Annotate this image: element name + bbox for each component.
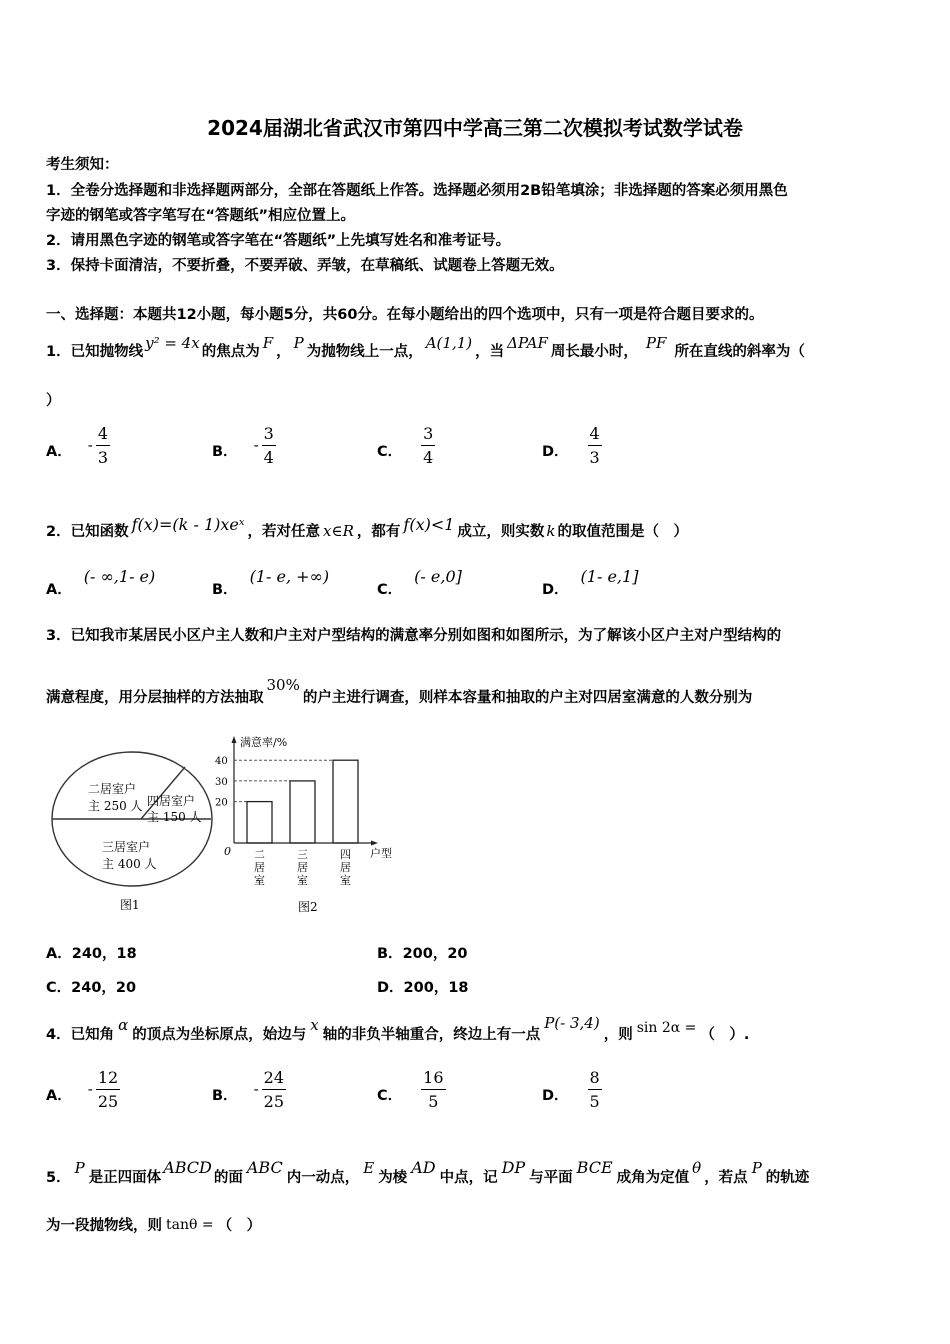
q1-math-f: F [262,334,274,352]
y-tick-label: 40 [215,756,228,768]
question-2-stem [46,515,689,541]
x-axis-label: 户型 [370,847,392,860]
q5-math-tan: tanθ = [166,1217,214,1233]
option-label: A． [46,946,72,962]
option-fraction [421,424,435,467]
option-label: A． [46,582,72,598]
bars-group [215,756,358,887]
bar [247,802,272,843]
q1-text-6: 周长最小时， [550,344,638,360]
question-1-stem [46,334,805,361]
numerator: 3 [421,424,435,446]
q1-text-2: 的焦点为 [201,344,260,360]
denominator: 3 [97,448,108,467]
y-axis-arrow [232,736,237,743]
option-value: 200，18 [403,980,469,996]
option-fraction [588,424,602,467]
numerator: 8 [588,1068,602,1090]
q5-text-0: 5． [46,1170,71,1186]
x-tick-label-char: 居 [340,861,351,874]
q2-text-1: 2．已知函数 [46,524,129,540]
q3-option-a[interactable] [46,942,137,963]
q5-math-theta: θ [692,1159,702,1177]
q1-math-a: A(1,1) [425,334,473,352]
q2-text-5: 的取值范围是（ ） [557,524,689,540]
x-tick-label-char: 居 [297,861,308,874]
notice-line-1: 1．全卷分选择题和非选择题两部分，全部在答题纸上作答。选择题必须用2B铅笔填涂；非选择题的答案必须用黑色 [46,183,788,199]
q1-text-7: 所在直线的斜率为（ [674,344,805,360]
q4-math-x: x [310,1016,319,1034]
q4-option-a[interactable] [46,1068,120,1111]
y-tick-label: 30 [215,776,228,788]
q3-option-c[interactable] [46,976,136,997]
x-tick-label-char: 室 [340,874,351,887]
bar [290,781,315,843]
notice-line-1b: 字迹的钢笔或答字笔写在“答题纸”相应位置上。 [46,208,356,224]
q2-math-domain: x∈R [323,522,354,540]
bar-chart-caption: 图2 [298,900,318,914]
pie-label-4br-line2: 主 150 人 [147,810,202,824]
q5-math-abc: ABC [246,1158,283,1177]
q5-text-1: 是正四面体 [88,1170,162,1186]
option-label: B． [377,946,403,962]
option-value: 200，20 [402,946,468,962]
q5-text-2: 的面 [213,1170,243,1186]
y-axis-label: 满意率/% [240,736,288,749]
q5-text-3: 内一动点， [286,1170,360,1186]
numerator: 16 [421,1068,445,1090]
q3-option-d[interactable] [377,976,469,997]
denominator: 4 [423,448,434,467]
denominator: 5 [589,1092,600,1111]
q4-math-point: P(- 3,4) [544,1014,600,1032]
x-tick-label-char: 居 [254,861,265,874]
pie-chart-figure [50,748,220,918]
option-value: 240，18 [71,946,137,962]
numerator: 12 [96,1068,120,1090]
x-tick-label-char: 二 [254,848,265,861]
notice-heading: 考生须知： [46,157,119,173]
option-label: B． [212,444,238,460]
option-sign: - [253,1080,259,1098]
option-sign: - [253,436,259,454]
q4-math-alpha: α [118,1016,129,1034]
pie-label-3br-line2: 主 400 人 [102,857,157,871]
q5-text-10: 为一段抛物线，则 [46,1218,162,1234]
q5-math-dp: DP [501,1158,526,1177]
x-tick-label-char: 室 [254,874,265,887]
q3-math-percent: 30% [266,676,300,694]
option-label: C． [377,444,403,460]
q4-option-c[interactable] [377,1068,446,1111]
option-fraction [96,1068,120,1111]
q2-option-b[interactable] [212,566,330,598]
q4-option-b[interactable] [212,1068,286,1111]
q5-math-p2: P [751,1159,762,1177]
numerator: 3 [262,424,276,446]
question-1-stem-close: ） [46,393,61,409]
q5-math-ad: AD [411,1158,436,1177]
q2-math-k: k [546,522,556,540]
pie-caption: 图1 [120,898,140,912]
q3-option-b[interactable] [377,942,468,963]
option-label: B． [212,582,238,598]
option-value: (- ∞,1- e) [83,567,156,586]
option-label: C． [377,1088,403,1104]
denominator: 5 [428,1092,439,1111]
q5-text-7: 成角为定值 [616,1170,690,1186]
q4-math-sin: sin 2α = [636,1020,697,1036]
denominator: 3 [589,448,600,467]
y-tick-label: 20 [215,797,228,809]
option-label: D． [542,1088,569,1104]
q1-option-c[interactable] [377,424,435,467]
q4-option-d[interactable] [542,1068,602,1111]
option-value: (1- e,1] [580,567,639,586]
pie-label-2br-line1: 二居室户 [88,782,137,796]
option-label: C． [46,980,72,996]
page-title: 2024届湖北省武汉市第四中学高三第二次模拟考试数学试卷 [207,116,743,140]
q5-text-5: 中点，记 [439,1170,498,1186]
q5-text-11: （ ） [217,1218,262,1234]
q1-math-p: P [293,334,304,352]
numerator: 4 [588,424,602,446]
notice-line-3: 3．保持卡面清洁，不要折叠，不要弄破、弄皱，在草稿纸、试题卷上答题无效。 [46,258,564,274]
option-label: A． [46,444,72,460]
denominator: 25 [263,1092,284,1111]
q5-math-bce: BCE [576,1158,613,1177]
q5-math-abcd: ABCD [163,1158,212,1177]
q1-option-b[interactable] [212,424,276,467]
question-5-line-2 [46,1214,261,1235]
bar-chart-figure [212,728,412,918]
q1-math-parabola: y² = 4x [145,334,200,352]
q2-math-function: f(x)=(k - 1)xeˣ [131,515,245,534]
pie-label-2br-line2: 主 250 人 [88,799,143,813]
option-fraction [262,1068,286,1111]
notice-line-2: 2．请用黑色字迹的钢笔或答字笔在“答题纸”上先填写姓名和准考证号。 [46,233,511,249]
origin-label: 0 [224,845,231,858]
option-value: (1- e, +∞) [249,567,330,586]
option-label: D． [542,444,569,460]
q4-text-1: 4．已知角 [46,1027,115,1043]
q2-text-3: ，都有 [356,524,401,540]
q4-text-5: （ ）. [700,1027,750,1043]
q1-text-3: ， [276,344,291,360]
q3-text-2: 的户主进行调查，则样本容量和抽取的户主对四居室满意的人数分别为 [302,690,753,706]
option-fraction [262,424,276,467]
q5-text-6: 与平面 [529,1170,573,1186]
option-fraction [96,424,110,467]
x-tick-label-char: 三 [297,848,308,861]
q2-option-d[interactable] [542,566,639,598]
x-tick-label-char: 室 [297,874,308,887]
q5-text-9: 的轨迹 [765,1170,810,1186]
q1-text-5: ，当 [475,344,505,360]
q4-text-3: 轴的非负半轴重合，终边上有一点 [322,1027,541,1043]
q1-text-4: 为抛物线上一点， [306,344,423,360]
option-label: A． [46,1088,72,1104]
q1-option-d[interactable] [542,424,602,467]
denominator: 25 [97,1092,119,1111]
q5-math-p: P [74,1159,85,1177]
q2-text-2: ，若对任意 [247,524,321,540]
option-fraction [588,1068,602,1111]
q1-math-pf: PF [645,334,667,352]
section-heading: 一、选择题：本题共12小题，每小题5分，共60分。在每小题给出的四个选项中，只有一项是符合题目要求的。 [46,307,764,323]
q1-text-1: 1．已知抛物线 [46,344,144,360]
question-3-line-2 [46,676,753,707]
option-sign: - [87,1080,93,1098]
numerator: 4 [96,424,110,446]
q2-text-4: 成立，则实数 [457,524,545,540]
x-tick-label-char: 四 [340,848,351,861]
question-5-stem [46,1158,810,1187]
q4-text-4: ，则 [603,1027,633,1043]
q5-text-4: 为棱 [378,1170,408,1186]
option-value: (- e,0] [414,567,462,586]
option-label: B． [212,1088,238,1104]
numerator: 24 [262,1068,286,1090]
q1-math-triangle: ΔPAF [507,334,548,352]
question-3-line-1: 3．已知我市某居民小区户主人数和户主对户型结构的满意率分别如图和如图所示，为了解该小区户主对户型结构的 [46,628,782,644]
q3-text-1: 满意程度，用分层抽样的方法抽取 [46,690,264,706]
option-label: D． [377,980,404,996]
x-axis-arrow [371,841,378,846]
question-4-stem [46,1014,750,1044]
bar [333,760,358,843]
option-label: C． [377,582,403,598]
pie-label-4br-line1: 四居室户 [147,794,196,808]
q2-option-a[interactable] [46,566,156,598]
denominator: 4 [263,448,274,467]
q2-option-c[interactable] [377,566,462,598]
option-label: D． [542,582,569,598]
q5-text-8: ，若点 [704,1170,748,1186]
option-sign: - [87,436,93,454]
q4-text-2: 的顶点为坐标原点，始边与 [132,1027,307,1043]
q5-math-e: E [363,1159,375,1177]
q1-option-a[interactable] [46,424,110,467]
option-fraction [421,1068,445,1111]
pie-label-3br-line1: 三居室户 [102,840,151,854]
option-value: 240，20 [71,980,137,996]
q2-math-inequality: f(x)<1 [403,515,455,534]
